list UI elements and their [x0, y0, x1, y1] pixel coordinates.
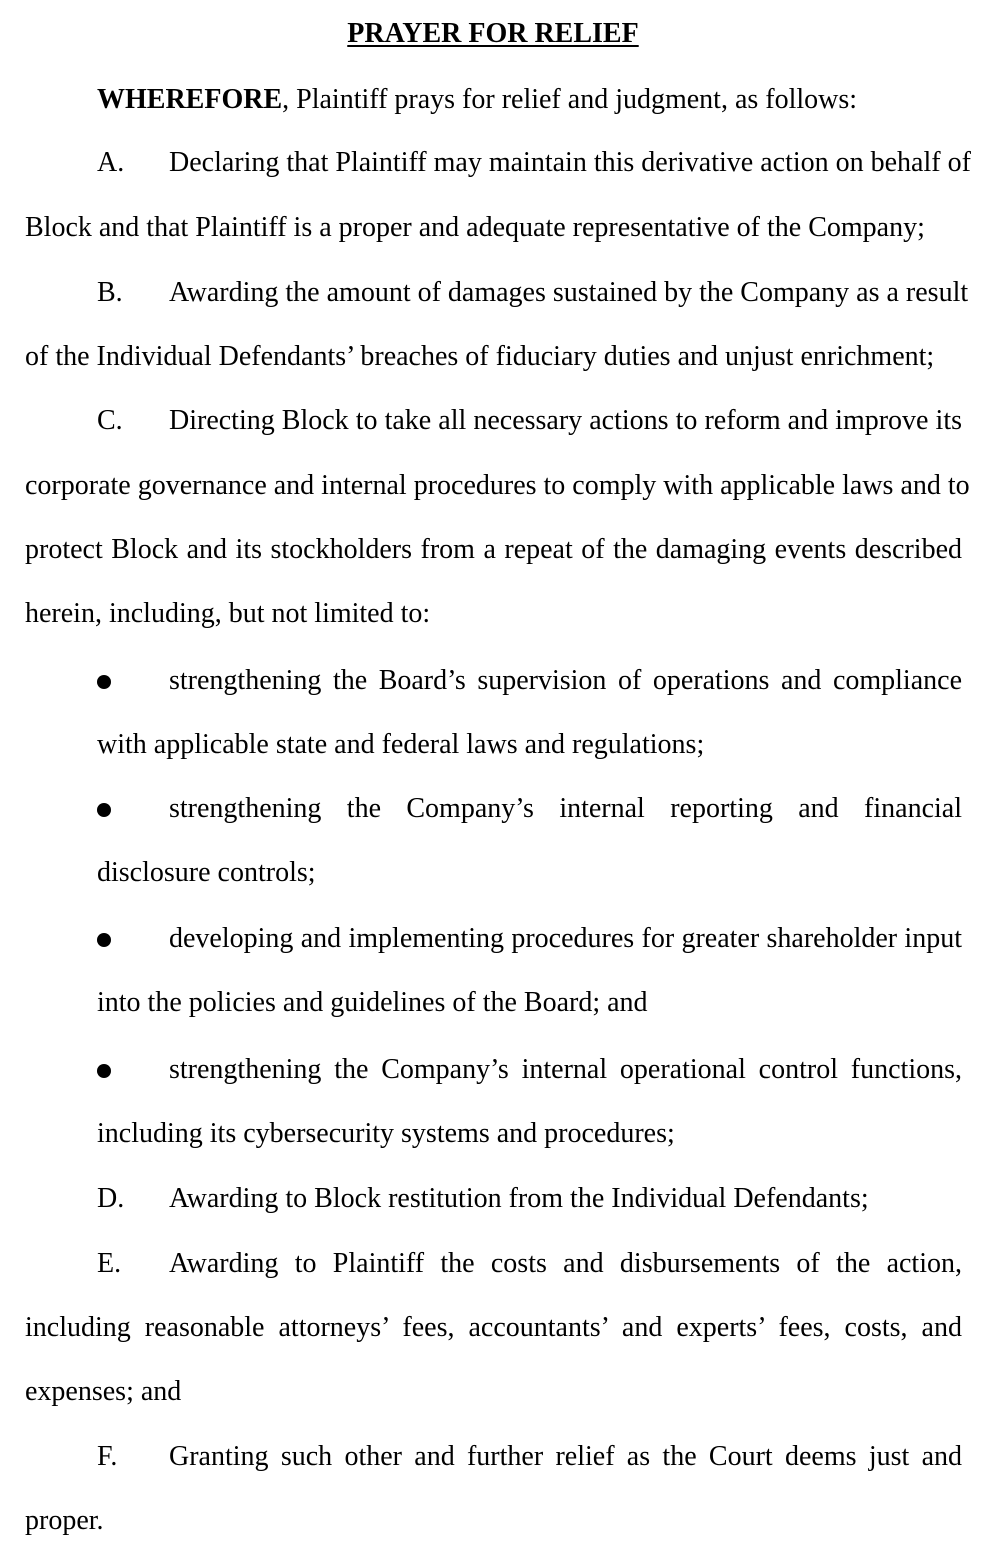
section-heading [0, 17, 986, 51]
item-d-first-line: Awarding to Block restitution from the Individual Defendants; [169, 1183, 869, 1214]
intro-paragraph [97, 83, 962, 117]
intro-text: , Plaintiff prays for relief and judgment, as follows: [282, 84, 858, 115]
item-letter-f: F. [97, 1441, 118, 1472]
item-letter-b: B. [97, 277, 123, 308]
item-b-first-line: Awarding the amount of damages sustained by the Company as a result [169, 277, 969, 308]
item-e-first-line: Awarding to Plaintiff the costs and disbursements of the action, [169, 1248, 962, 1279]
bullet-3-dot [97, 933, 111, 947]
bullet-2-first-line: strengthening the Company’s internal reporting and financial [169, 793, 962, 824]
item-letter-c: C. [97, 405, 123, 436]
item-b-continuation: of the Individual Defendants’ breaches of fiduciary duties and unjust enrichment; [25, 341, 935, 372]
item-c-continuation-3: herein, including, but not limited to: [25, 598, 431, 629]
bullet-3-second-line: into the policies and guidelines of the Board; and [97, 987, 648, 1018]
item-letter-e: E. [97, 1248, 122, 1279]
bullet-2-dot [97, 803, 111, 817]
item-f-first-line: Granting such other and further relief as the Court deems just and [169, 1441, 962, 1472]
item-a-first-line: Declaring that Plaintiff may maintain this derivative action on behalf of [169, 147, 971, 178]
item-c-continuation-2: protect Block and its stockholders from a repeat of the damaging events described [25, 534, 962, 565]
bullet-4-second-line: including its cybersecurity systems and procedures; [97, 1118, 675, 1149]
bullet-2-second-line: disclosure controls; [97, 857, 316, 888]
item-f-continuation: proper. [25, 1505, 104, 1536]
bullet-1-first-line: strengthening the Board’s supervision of operations and compliance [169, 665, 962, 696]
item-c-continuation-1: corporate governance and internal procedures to comply with applicable laws and to [25, 470, 970, 501]
bullet-1-dot [97, 675, 111, 689]
heading-text: PRAYER FOR RELIEF [347, 18, 639, 49]
item-e-continuation-1: including reasonable attorneys’ fees, accountants’ and experts’ fees, costs, and [25, 1312, 962, 1343]
intro-bold-word: WHEREFORE [97, 84, 283, 115]
bullet-4-dot [97, 1064, 111, 1078]
bullet-3-first-line: developing and implementing procedures for greater shareholder input [169, 923, 962, 954]
bullet-4-first-line: strengthening the Company’s internal operational control functions, [169, 1054, 962, 1085]
item-e-continuation-2: expenses; and [25, 1376, 182, 1407]
bullet-1-second-line: with applicable state and federal laws and regulations; [97, 729, 705, 760]
item-letter-d: D. [97, 1183, 125, 1214]
item-a-continuation: Block and that Plaintiff is a proper and adequate representative of the Company; [25, 212, 925, 243]
item-letter-a: A. [97, 147, 125, 178]
item-c-first-line: Directing Block to take all necessary actions to reform and improve its [169, 405, 962, 436]
